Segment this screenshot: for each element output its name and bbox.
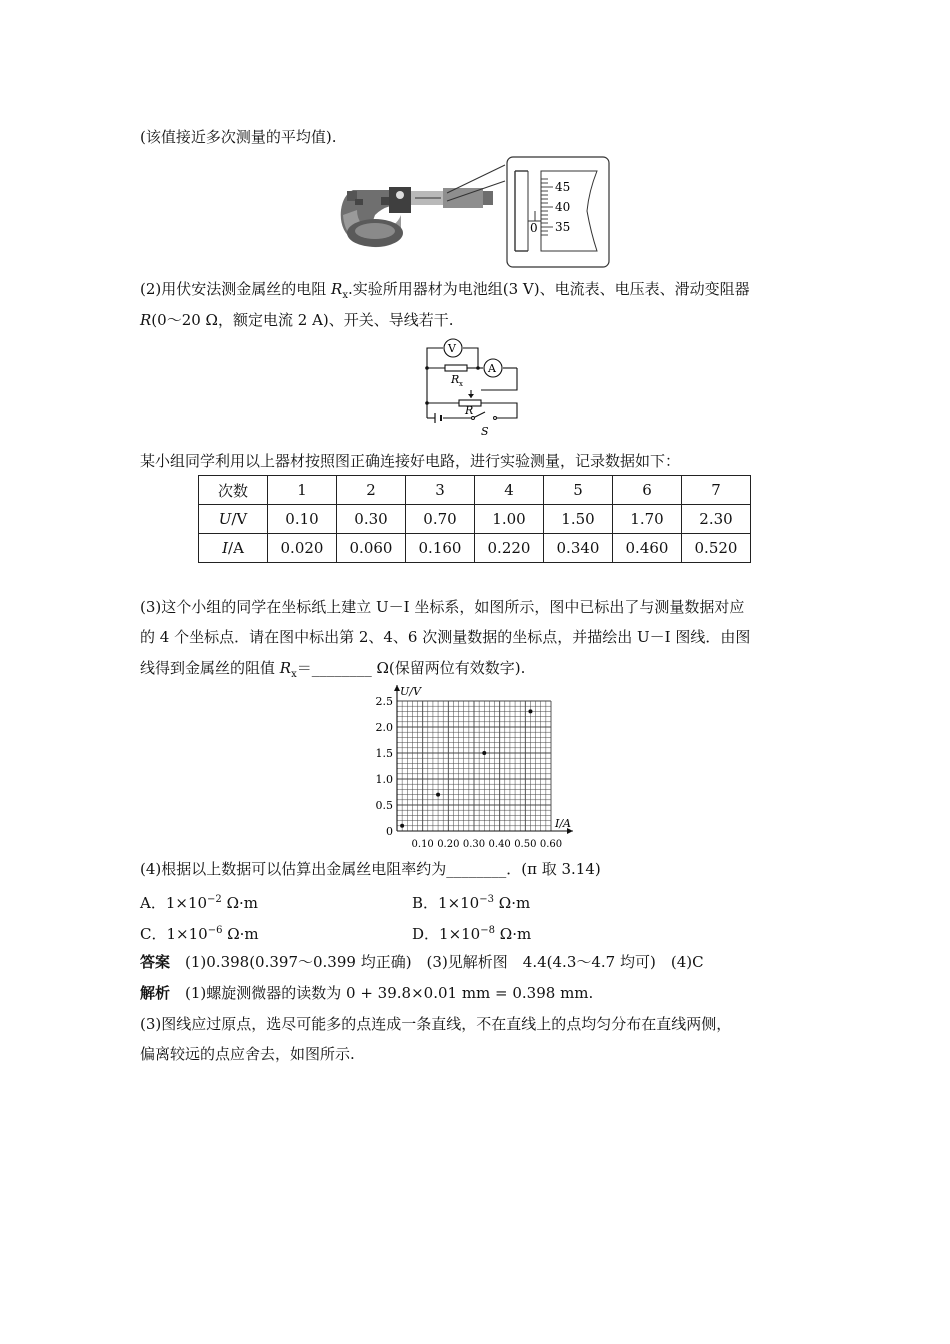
table-header-cell: 1 xyxy=(268,476,337,505)
table-cell: 1.50 xyxy=(544,505,613,534)
answer-label: 答案 xyxy=(140,953,171,971)
option-d: D．$1\times 10^{-8}$ Ω·m xyxy=(412,925,532,943)
table-cell: 1.70 xyxy=(613,505,682,534)
solution-label: 解析 xyxy=(140,984,171,1002)
text-line-8: (4)根据以上数据可以估算出金属丝电阻率约为________．(π 取 3.14) xyxy=(140,860,601,878)
solution-line-3: 偏离较远的点应舍去，如图所示. xyxy=(140,1045,355,1063)
data-table xyxy=(198,475,751,563)
svg-text:R: R xyxy=(451,373,460,386)
solution-line-2: (3)图线应过原点，选尽可能多的点连成一条直线，不在直线上的点均匀分布在直线两侧， xyxy=(140,1015,732,1033)
table-cell: 0.020 xyxy=(268,534,337,563)
table-header-cell: 5 xyxy=(544,476,613,505)
table-row-label: I/A xyxy=(199,534,268,563)
table-cell: 0.10 xyxy=(268,505,337,534)
x-tick-label: 0.60 xyxy=(539,839,563,850)
solution-line: 解析 (1)螺旋测微器的读数为 0 + 39.8×0.01 mm = 0.398 mm. xyxy=(140,984,594,1002)
svg-text:x: x xyxy=(459,380,463,388)
x-tick-label: 0.10 xyxy=(411,839,434,850)
table-row-u xyxy=(199,505,751,534)
circuit-diagram xyxy=(415,338,525,438)
table-cell: 0.160 xyxy=(406,534,475,563)
svg-text:S: S xyxy=(481,425,489,438)
table-cell: 0.520 xyxy=(682,534,751,563)
ui-chart xyxy=(365,683,595,853)
text-line-6: 的 4 个坐标点．请在图中标出第 2、4、6 次测量数据的坐标点，并描绘出 U－I 图线．由图 xyxy=(140,628,751,646)
svg-text:R: R xyxy=(465,404,474,417)
y-tick-label: 0 xyxy=(386,825,393,838)
x-axis-label: I/A xyxy=(555,817,571,830)
table-row-header xyxy=(199,476,751,505)
micrometer-figure xyxy=(335,155,613,270)
table-header-cell: 4 xyxy=(475,476,544,505)
table-row-i xyxy=(199,534,751,563)
answer-line: 答案 (1)0.398(0.397～0.399 均正确) (3)见解析图 4.4(4.3～4.7 均可) (4)C xyxy=(140,953,704,971)
table-cell: 0.060 xyxy=(337,534,406,563)
scale-label-35: 35 xyxy=(555,220,571,234)
table-cell: 1.00 xyxy=(475,505,544,534)
y-tick-label: 2.0 xyxy=(375,721,393,734)
option-a: A．$1\times 10^{-2}$ Ω·m xyxy=(140,894,258,912)
table-header-cell: 3 xyxy=(406,476,475,505)
x-tick-label: 0.50 xyxy=(514,839,537,850)
table-row-label: U/V xyxy=(199,505,268,534)
option-c: C．$1\times 10^{-6}$ Ω·m xyxy=(140,925,259,943)
text-line-5: (3)这个小组的同学在坐标纸上建立 U－I 坐标系，如图所示，图中已标出了与测量数据对应 xyxy=(140,598,745,616)
scale-label-40: 40 xyxy=(555,200,571,214)
scale-label-45: 45 xyxy=(555,180,571,194)
svg-text:V: V xyxy=(448,342,456,355)
y-tick-label: 2.5 xyxy=(375,695,393,708)
x-tick-label: 0.20 xyxy=(437,839,460,850)
table-header-cell: 6 xyxy=(613,476,682,505)
table-cell: 0.30 xyxy=(337,505,406,534)
x-tick-label: 0.30 xyxy=(462,839,486,850)
data-point xyxy=(482,751,486,755)
table-cell: 0.460 xyxy=(613,534,682,563)
y-axis-label: U/V xyxy=(400,685,421,698)
data-point xyxy=(436,793,440,797)
y-tick-label: 1.5 xyxy=(375,747,393,760)
table-header-cell: 2 xyxy=(337,476,406,505)
table-cell: 2.30 xyxy=(682,505,751,534)
data-point xyxy=(400,824,404,828)
svg-text:A: A xyxy=(488,362,496,375)
text-line-2: (2)用伏安法测金属丝的电阻 $R_x$.实验所用器材为电池组(3 V)、电流表、电压表、滑动变阻器 xyxy=(140,280,750,301)
scale-zero: 0 xyxy=(530,221,538,235)
text-line-7: 线得到金属丝的阻值 $R_x=\_\_\_\_\_\_\_\_$ Ω(保留两位有效数字). xyxy=(140,659,526,680)
table-cell: 0.70 xyxy=(406,505,475,534)
text-line-1: (该值接近多次测量的平均值). xyxy=(140,128,337,146)
text-line-3: R(0～20 Ω，额定电流 2 A)、开关、导线若干. xyxy=(140,311,454,329)
text-line-4: 某小组同学利用以上器材按照图正确连接好电路，进行实验测量，记录数据如下： xyxy=(140,452,681,470)
option-b: B．$1\times 10^{-3}$ Ω·m xyxy=(412,894,531,912)
table-cell: 0.220 xyxy=(475,534,544,563)
table-cell: 0.340 xyxy=(544,534,613,563)
y-tick-label: 1.0 xyxy=(375,773,393,786)
table-header-cell: 次数 xyxy=(199,476,268,505)
y-tick-label: 0.5 xyxy=(375,799,393,812)
data-point xyxy=(528,709,532,713)
x-tick-label: 0.40 xyxy=(488,839,511,850)
table-header-cell: 7 xyxy=(682,476,751,505)
